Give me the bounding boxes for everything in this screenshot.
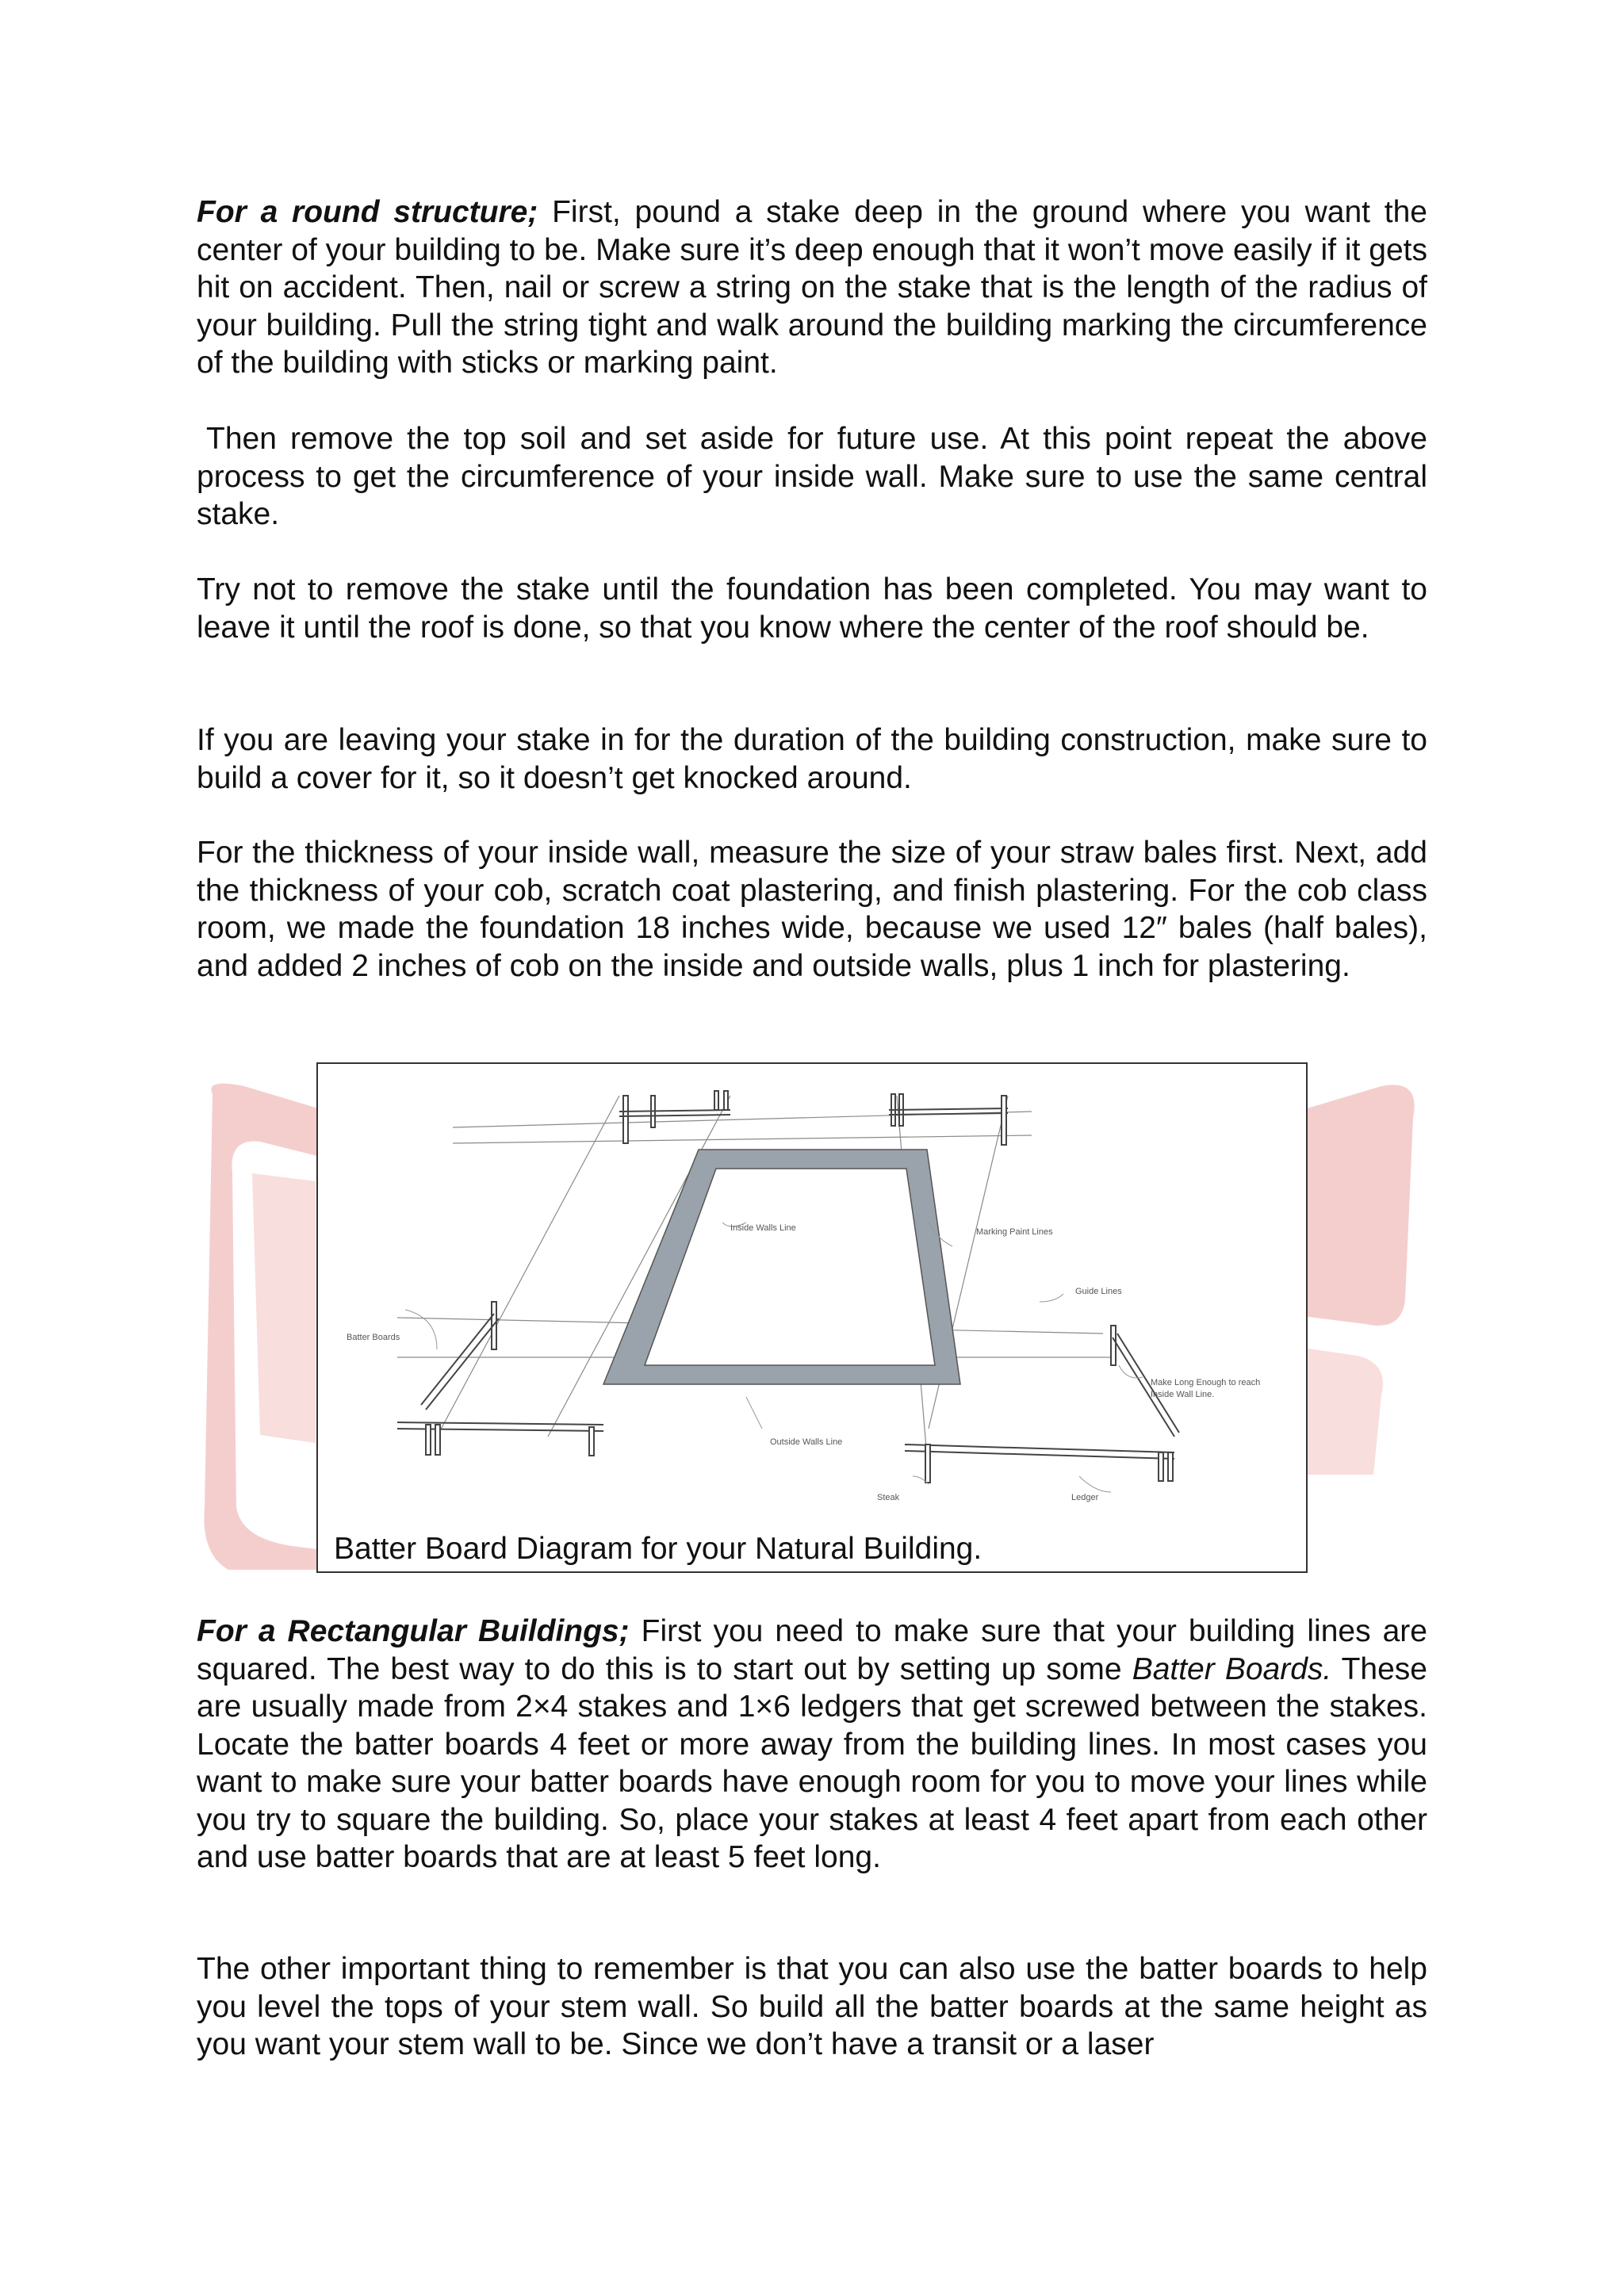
label-outside-walls: Outside Walls Line bbox=[770, 1437, 843, 1447]
label-guide-lines: Guide Lines bbox=[1075, 1287, 1122, 1296]
rectangular-text-b: These are usually made from 2×4 stakes and 1×6 ledgers that get screwed between the stakes. Locate the batter boards 4 feet or more away from the building lines. In most cases you want to make sure your batter boards have enough room for you to move your lines while you try to square the building. So, place your stakes at least 4 feet apart from each other and use batter boards that are at least 5 feet long. bbox=[197, 1651, 1427, 1874]
paragraph-wall-thickness: For the thickness of your inside wall, measure the size of your straw bales first. Next, add the thickness of your cob, scratch coat plastering, and finish plastering. For the cob class room, we made the foundation 18 inches wide, because we used 12″ bales (half bales), and added 2 inches of cob on the inside and outside walls, plus 1 inch for plastering. bbox=[197, 836, 1427, 983]
label-ledger: Ledger bbox=[1071, 1493, 1099, 1502]
round-structure-heading: For a round structure; bbox=[197, 195, 538, 229]
paragraph-round-structure bbox=[197, 193, 1427, 382]
label-batter-boards: Batter Boards bbox=[347, 1333, 400, 1342]
paragraph-keep-stake: Try not to remove the stake until the foundation has been completed. You may want to leave it until the roof is done, so that you know where the center of the roof should be. bbox=[197, 572, 1427, 645]
batter-board-diagram bbox=[318, 1064, 1306, 1540]
watermark-right bbox=[1294, 1062, 1429, 1570]
paragraph-level-stem-wall: The other important thing to remember is that you can also use the batter boards to help you level the tops of your stem wall. So build all the batter boards at the same height as you want your stem wall to be. Since we don’t have a transit or a laser bbox=[197, 1952, 1427, 2061]
label-make-long-1: Make Long Enough to reach bbox=[1151, 1378, 1261, 1387]
round-structure-text: First, pound a stake deep in the ground where you want the center of your building to be. Make sure it’s deep enough that it won’t move easily if it gets hit on accident. Then, nail or screw a string on the stake that is the length of the radius of your building. Pull the string tight and walk around the building marking the circumference of the building with sticks or marking paint. bbox=[197, 195, 1427, 380]
batter-boards-term: Batter Boards. bbox=[1132, 1651, 1332, 1686]
label-marking-paint: Marking Paint Lines bbox=[976, 1227, 1053, 1237]
paragraph-stake-cover: If you are leaving your stake in for the duration of the building construction, make sure to build a cover for it, so it doesn’t get knocked around. bbox=[197, 723, 1427, 795]
label-steak: Steak bbox=[877, 1493, 900, 1502]
rectangular-text-a: First you need to make sure that your building lines are squared. The best way to do this is to start out by setting up some bbox=[197, 1614, 1427, 1686]
paragraph-remove-topsoil: Then remove the top soil and set aside for future use. At this point repeat the above process to get the circumference of your inside wall. Make sure to use the same central stake. bbox=[197, 422, 1427, 531]
paragraph-rectangular-buildings bbox=[197, 1613, 1427, 1877]
rectangular-buildings-heading: For a Rectangular Buildings; bbox=[197, 1614, 630, 1648]
watermark-left bbox=[197, 1062, 331, 1570]
figure-caption: Batter Board Diagram for your Natural Building. bbox=[334, 1532, 982, 1566]
label-inside-walls: Inside Walls Line bbox=[730, 1223, 796, 1233]
batter-board-figure bbox=[316, 1062, 1308, 1573]
label-make-long-2: Inside Wall Line. bbox=[1151, 1390, 1215, 1399]
